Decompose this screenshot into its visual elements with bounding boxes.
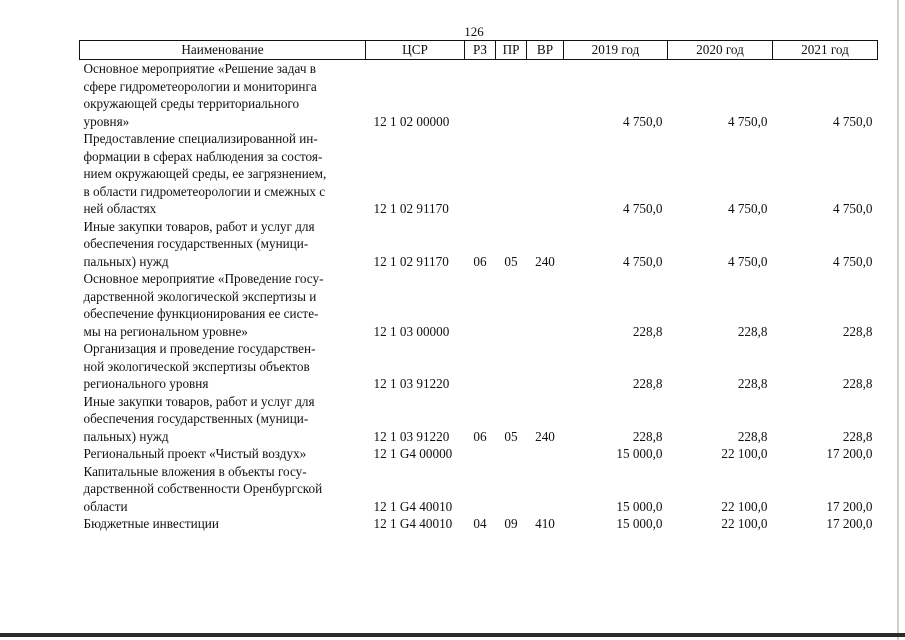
- row-pr: [496, 445, 527, 463]
- row-2019: 228,8: [632, 323, 663, 339]
- row-name: Организация и проведение государствен- ной экологической экспертизы объектов регионального уровня: [83, 341, 316, 391]
- header-pr: ПР: [496, 41, 527, 60]
- row-csr: 12 1 G4 00000: [373, 446, 453, 461]
- row-2019: 15 000,0: [616, 498, 663, 514]
- row-csr: 12 1 03 91220: [373, 428, 450, 444]
- row-vr: 240: [535, 253, 555, 269]
- row-vr: [527, 340, 564, 393]
- row-2020: 22 100,0: [721, 516, 768, 531]
- row-2019: 228,8: [632, 428, 663, 444]
- header-2019: 2019 год: [564, 41, 668, 60]
- row-2019: 4 750,0: [622, 201, 663, 216]
- row-2021: 4 750,0: [832, 201, 873, 216]
- row-name: Иные закупки товаров, работ и услуг для обеспечения государственных (муници- пальных) нужд: [83, 218, 315, 269]
- row-2021: 228,8: [842, 376, 873, 391]
- row-2019: 4 750,0: [622, 113, 663, 129]
- row-rz: 04: [473, 516, 487, 531]
- table-row: [80, 270, 878, 340]
- row-rz: [465, 463, 496, 516]
- row-csr: 12 1 03 91220: [373, 376, 450, 391]
- table-row: [80, 340, 878, 393]
- row-2021: 17 200,0: [826, 516, 873, 531]
- header-name: Наименование: [80, 41, 366, 60]
- header-2021: 2021 год: [773, 41, 878, 60]
- row-2021: 17 200,0: [826, 498, 873, 514]
- row-rz: [465, 270, 496, 340]
- row-2019: 15 000,0: [616, 516, 663, 531]
- row-csr: 12 1 02 91170: [373, 201, 449, 216]
- row-csr: 12 1 03 00000: [373, 323, 450, 339]
- row-vr: [527, 463, 564, 516]
- row-2020: 228,8: [737, 428, 768, 444]
- table-row: [80, 445, 878, 463]
- row-name: Основное мероприятие «Решение задач в сфере гидрометеорологии и мониторинга окружающей среды территориального уровня»: [83, 61, 317, 129]
- row-2021: 4 750,0: [832, 253, 873, 269]
- row-name: Бюджетные инвестиции: [83, 516, 219, 531]
- row-vr: [527, 130, 564, 218]
- header-vr: ВР: [527, 41, 564, 60]
- budget-table: [79, 40, 878, 533]
- row-vr: 410: [535, 516, 555, 531]
- table-row: [80, 218, 878, 271]
- row-pr: 09: [504, 516, 518, 531]
- scan-edge-right: [897, 0, 899, 640]
- table-row: [80, 463, 878, 516]
- table-row: [80, 60, 878, 131]
- row-2020: 22 100,0: [721, 446, 768, 461]
- row-2020: 22 100,0: [721, 498, 768, 514]
- row-pr: [496, 463, 527, 516]
- row-rz: [465, 130, 496, 218]
- header-rz: РЗ: [465, 41, 496, 60]
- row-pr: [496, 60, 527, 131]
- header-csr: ЦСР: [366, 41, 465, 60]
- row-pr: [496, 130, 527, 218]
- row-2020: 4 750,0: [727, 201, 768, 216]
- table-row: [80, 130, 878, 218]
- row-csr: 12 1 02 91170: [373, 253, 449, 269]
- row-rz: [465, 445, 496, 463]
- row-2021: 228,8: [842, 323, 873, 339]
- row-pr: [496, 340, 527, 393]
- row-2020: 4 750,0: [727, 253, 768, 269]
- row-name: Иные закупки товаров, работ и услуг для обеспечения государственных (муници- пальных) нужд: [83, 393, 315, 444]
- row-2019: 4 750,0: [622, 253, 663, 269]
- row-rz: 06: [473, 428, 487, 444]
- row-pr: [496, 270, 527, 340]
- table-header-row: [80, 41, 878, 60]
- scan-edge-bottom: [0, 633, 905, 637]
- row-csr: 12 1 G4 40010: [373, 516, 453, 531]
- row-csr: 12 1 02 00000: [373, 113, 450, 129]
- row-pr: 05: [504, 253, 518, 269]
- row-vr: [527, 445, 564, 463]
- row-2019: 228,8: [632, 376, 663, 391]
- row-vr: [527, 270, 564, 340]
- row-2021: 228,8: [842, 428, 873, 444]
- row-2019: 15 000,0: [616, 446, 663, 461]
- row-name: Региональный проект «Чистый воздух»: [83, 446, 307, 461]
- row-name: Основное мероприятие «Проведение госу- дарственной экологической экспертизы и обеспечение функционирования ее систе- мы на региональном уровне»: [83, 271, 324, 339]
- row-csr: 12 1 G4 40010: [373, 498, 453, 514]
- row-rz: 06: [473, 253, 487, 269]
- page-number: 126: [464, 24, 484, 39]
- row-vr: 240: [535, 428, 555, 444]
- table-row: [80, 393, 878, 446]
- row-2021: 17 200,0: [826, 446, 873, 461]
- row-vr: [527, 60, 564, 131]
- row-name: Капитальные вложения в объекты госу- дарственной собственности Оренбургской области: [83, 463, 323, 514]
- row-rz: [465, 340, 496, 393]
- row-name: Предоставление специализированной ин- формации в сферах наблюдения за состоя- нием окружающей среды, ее загрязнением, в области гидрометеорологии и смежных с ней областях: [83, 131, 327, 216]
- row-2020: 228,8: [737, 323, 768, 339]
- row-rz: [465, 60, 496, 131]
- row-2020: 4 750,0: [727, 113, 768, 129]
- row-2020: 228,8: [737, 376, 768, 391]
- row-pr: 05: [504, 428, 518, 444]
- row-2021: 4 750,0: [832, 113, 873, 129]
- table-row: [80, 515, 878, 533]
- header-2020: 2020 год: [668, 41, 773, 60]
